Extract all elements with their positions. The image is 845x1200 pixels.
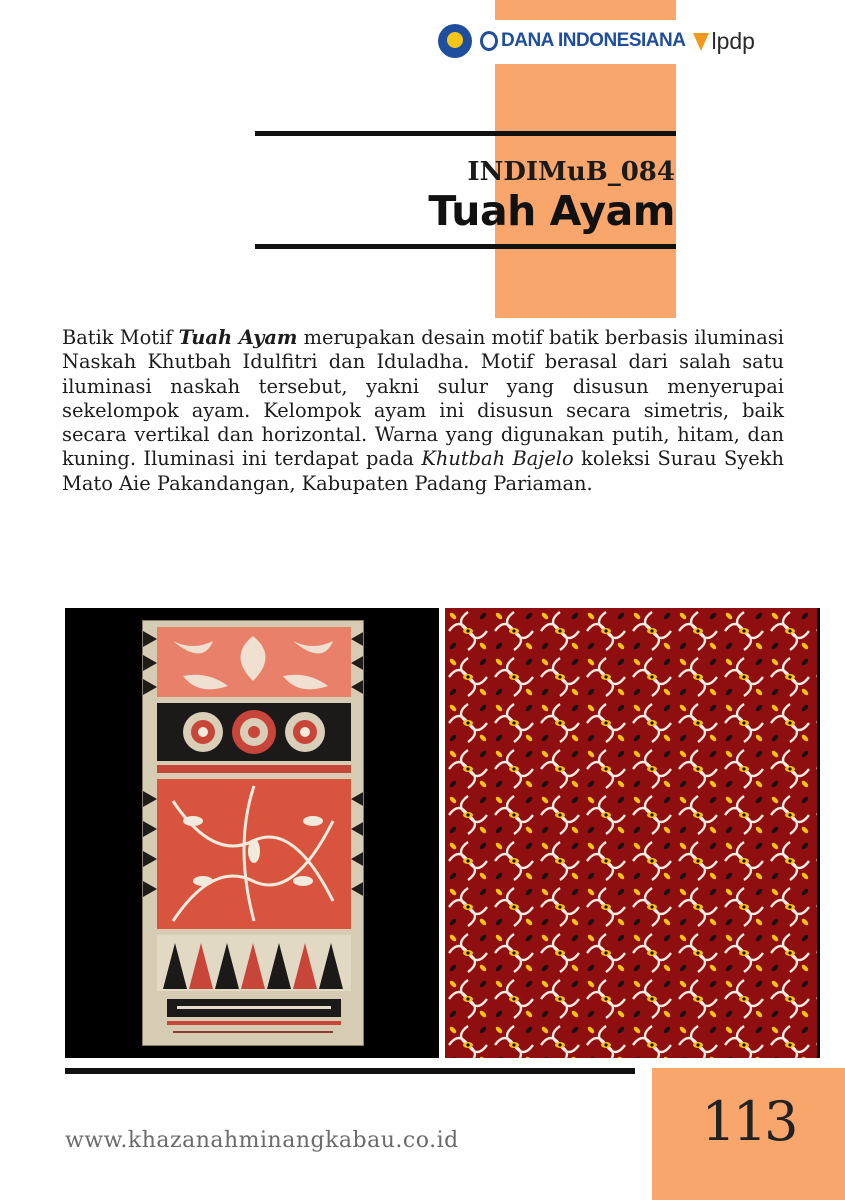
description-text-3: koleksi Surau Syekh Mato Aie Pakandangan, Kabupaten Padang Pariaman. <box>62 447 784 495</box>
lpdp-logo <box>693 28 754 55</box>
title-rule-bottom <box>255 244 676 249</box>
lpdp-label: lpdp <box>711 27 755 54</box>
description-text-2: merupakan desain motif batik berbasis iluminasi Naskah Khutbah Idulfitri dan Iduladha. Motif berasal dari salah satu iluminasi naskah tersebut, yakni sulur yang disusun menyerupai sekelompok ayam. Kelompok ayam ini disusun secara simetris, baik secara vertikal dan horizontal. Warna yang digunakan putih, hitam, dan kuning. Iluminasi ini terdapat pada <box>62 326 784 471</box>
manuscript-illumination-image <box>142 620 364 1046</box>
dana-indonesiana-label: DANA INDONESIANA <box>501 30 686 51</box>
description-text-1: Batik Motif <box>62 326 179 349</box>
motif-name-emphasis: Tuah Ayam <box>178 326 298 349</box>
batik-pattern-illustration <box>445 608 817 1058</box>
description-paragraph <box>62 326 784 496</box>
entry-code: INDIMuB_084 <box>467 157 675 187</box>
sponsor-logos <box>438 22 755 60</box>
batik-pattern-image <box>445 608 817 1058</box>
page-number: 113 <box>701 1090 796 1153</box>
title-rule-top <box>255 131 676 136</box>
footer-rule <box>65 1068 635 1074</box>
page-title: Tuah Ayam <box>428 187 675 235</box>
kemendikbud-logo-icon <box>438 24 472 58</box>
lpdp-flame-icon <box>693 31 709 51</box>
manuscript-title-italic: Khutbah Bajelo <box>421 447 574 471</box>
website-link[interactable]: www.khazanahminangkabau.co.id <box>65 1128 459 1153</box>
manuscript-photo <box>65 608 439 1058</box>
pattern-border <box>817 608 820 1058</box>
manuscript-illustration <box>143 621 364 1046</box>
dana-indonesiana-logo <box>480 30 685 52</box>
dana-indonesiana-icon <box>480 31 498 51</box>
